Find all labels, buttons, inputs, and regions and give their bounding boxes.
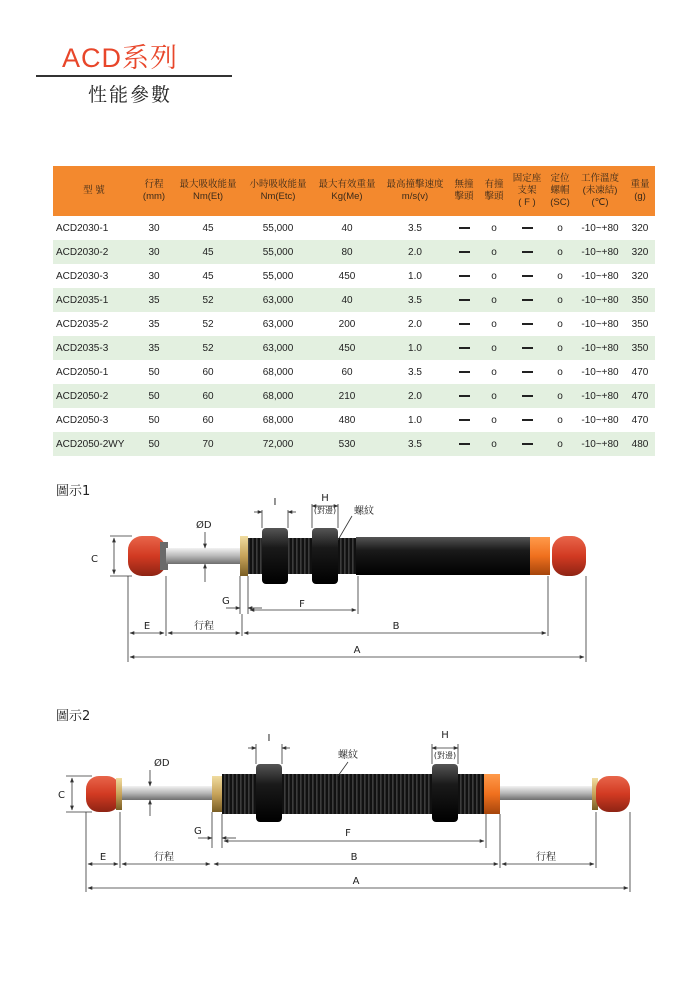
dim-thread-label: 螺紋 [354, 506, 374, 517]
table-cell: 350 [631, 342, 649, 354]
table-header-cell: 型 號 [83, 185, 105, 196]
table-cell: 2.0 [408, 318, 422, 330]
dim-h-label: H [321, 493, 329, 504]
figure1-dimensions [110, 504, 586, 662]
dash-mark [459, 299, 470, 301]
dash-mark [522, 323, 533, 325]
dash-mark [459, 251, 470, 253]
table-cell: 55,000 [262, 222, 294, 234]
lock-nut [262, 528, 288, 584]
table-cell: 210 [338, 390, 356, 402]
table-cell: -10~+80 [581, 270, 619, 282]
table-cell [449, 336, 479, 360]
dash-mark [522, 275, 533, 277]
lock-nut [312, 528, 338, 584]
table-cell: 200 [338, 318, 356, 330]
table-cell: 30 [148, 270, 160, 282]
dash-mark [459, 371, 470, 373]
table-cell: o [557, 318, 563, 330]
dim-d-label: ØD [196, 520, 212, 531]
table-row [53, 216, 655, 240]
dash-mark [459, 323, 470, 325]
table-row [53, 288, 655, 312]
table-cell: 530 [338, 438, 356, 450]
table-cell: o [491, 366, 497, 378]
table-cell [509, 408, 545, 432]
table-header-cell: 最高撞擊速度 m/s(v) [386, 179, 444, 202]
table-cell: 50 [148, 438, 160, 450]
lock-nut [256, 764, 282, 822]
model-cell: ACD2035-2 [56, 318, 109, 330]
table-cell: 320 [631, 222, 649, 234]
table-cell [509, 312, 545, 336]
table-cell: 63,000 [262, 294, 294, 306]
table-cell: o [557, 294, 563, 306]
table-cell [449, 288, 479, 312]
table-cell [509, 432, 545, 456]
dash-mark [459, 443, 470, 445]
table-cell: -10~+80 [581, 342, 619, 354]
table-row [53, 264, 655, 288]
table-cell: o [557, 342, 563, 354]
table-cell: -10~+80 [581, 438, 619, 450]
model-cell: ACD2030-1 [56, 222, 109, 234]
dash-mark [459, 347, 470, 349]
table-cell: 3.5 [408, 366, 422, 378]
dim-c-label: C [58, 790, 65, 801]
dim-c-label: C [91, 554, 98, 565]
table-cell: 52 [202, 318, 214, 330]
table-cell: 52 [202, 342, 214, 354]
table-cell: -10~+80 [581, 222, 619, 234]
table-cell: 60 [341, 366, 353, 378]
outer-body [356, 537, 530, 575]
table-cell: -10~+80 [581, 294, 619, 306]
table-cell: 45 [202, 246, 214, 258]
dash-mark [522, 299, 533, 301]
model-cell: ACD2030-3 [56, 270, 109, 282]
table-cell: 30 [148, 222, 160, 234]
table-cell: o [557, 438, 563, 450]
dim-stroke-left-label: 行程 [154, 852, 174, 863]
table-cell [509, 384, 545, 408]
table-cell: 470 [631, 390, 649, 402]
shock-absorber-1 [128, 528, 586, 584]
dash-mark [522, 251, 533, 253]
dim-b-label: B [350, 852, 358, 863]
table-cell: o [557, 270, 563, 282]
table-row [53, 336, 655, 360]
table-cell: 50 [148, 414, 160, 426]
table-cell [449, 432, 479, 456]
model-cell: ACD2050-3 [56, 414, 109, 426]
table-cell: -10~+80 [581, 366, 619, 378]
table-cell: 320 [631, 270, 649, 282]
page-subtitle: 性能參數 [88, 84, 173, 106]
dash-mark [522, 395, 533, 397]
table-cell [509, 288, 545, 312]
table-cell: 350 [631, 318, 649, 330]
table-cell: 60 [202, 414, 214, 426]
table-header-cell: 最大吸收能量 Nm(Et) [179, 179, 237, 202]
table-row [53, 408, 655, 432]
dash-mark [459, 419, 470, 421]
rod-seal [240, 536, 248, 576]
table-header-cell: 工作溫度 (未凍結) (℃) [580, 173, 619, 208]
lock-nut [432, 764, 458, 822]
table-header-cell: 無撞 擊頭 [454, 179, 474, 202]
dim-d-label: ØD [154, 758, 170, 769]
model-cell: ACD2050-1 [56, 366, 109, 378]
table-cell: o [491, 246, 497, 258]
table-cell: o [557, 414, 563, 426]
table-body [53, 216, 655, 456]
dim-b-label: B [392, 621, 400, 632]
table-header-row [53, 166, 655, 216]
table-cell: 68,000 [262, 390, 294, 402]
table-cell: 50 [148, 390, 160, 402]
dim-i-label: I [273, 497, 277, 508]
dim-i-label: I [267, 733, 271, 744]
dim-h-label: H [441, 730, 449, 741]
piston-rod [166, 548, 242, 564]
table-cell: 50 [148, 366, 160, 378]
bumper-cap-right [596, 776, 630, 812]
table-cell: 3.5 [408, 294, 422, 306]
table-cell: 63,000 [262, 318, 294, 330]
table-row [53, 384, 655, 408]
table-cell: 35 [148, 342, 160, 354]
table-header-cell: 固定座 支架 ( F ) [512, 173, 542, 208]
model-cell: ACD2050-2 [56, 390, 109, 402]
table-cell: 40 [341, 222, 353, 234]
rod-seal-left [212, 776, 222, 812]
dim-h-note: (對邊) [313, 506, 337, 515]
table-cell: 3.5 [408, 222, 422, 234]
table-header-cell: 重量 (g) [630, 179, 650, 202]
dash-mark [522, 371, 533, 373]
dash-mark [522, 443, 533, 445]
piston-rod-left [122, 786, 214, 800]
dim-f-label: F [299, 599, 305, 610]
dim-e-label: E [99, 852, 107, 863]
brand-band [484, 774, 500, 814]
series-title: ACD系列 [62, 43, 179, 73]
table-cell [449, 240, 479, 264]
table-cell [449, 408, 479, 432]
dash-mark [459, 227, 470, 229]
table-cell: 60 [202, 390, 214, 402]
table-cell: 480 [338, 414, 356, 426]
table-cell: 45 [202, 270, 214, 282]
table-cell [449, 360, 479, 384]
dim-g-label: G [194, 826, 202, 837]
dim-a-label: A [352, 876, 360, 887]
shock-absorber-2 [86, 764, 630, 822]
table-cell: o [557, 366, 563, 378]
dim-g-label: G [222, 596, 230, 607]
table-cell: 470 [631, 414, 649, 426]
dim-f-label: F [345, 828, 351, 839]
table-cell: 68,000 [262, 414, 294, 426]
figure2-dimensions [66, 744, 630, 892]
table-cell: 1.0 [408, 342, 422, 354]
title-divider [36, 75, 232, 77]
table-cell: -10~+80 [581, 318, 619, 330]
table-cell: o [491, 270, 497, 282]
table-cell: 72,000 [262, 438, 294, 450]
dash-mark [522, 419, 533, 421]
table-cell: 63,000 [262, 342, 294, 354]
figure2-drawing [0, 730, 700, 900]
table-cell: o [491, 318, 497, 330]
table-cell: o [491, 222, 497, 234]
table-cell: 70 [202, 438, 214, 450]
model-cell: ACD2030-2 [56, 246, 109, 258]
table-cell: -10~+80 [581, 390, 619, 402]
table-cell: 3.5 [408, 438, 422, 450]
table-row [53, 432, 655, 456]
table-cell [449, 312, 479, 336]
table-cell: o [557, 222, 563, 234]
dim-stroke-right-label: 行程 [536, 852, 556, 863]
table-cell: 470 [631, 366, 649, 378]
model-cell: ACD2050-2WY [56, 438, 125, 450]
table-cell: o [491, 294, 497, 306]
table-cell: o [491, 390, 497, 402]
figure2-label: 圖示2 [56, 709, 91, 724]
table-cell: 480 [631, 438, 649, 450]
figure1-drawing [0, 490, 700, 670]
table-cell [509, 336, 545, 360]
table-cell: 60 [202, 366, 214, 378]
table-cell [449, 384, 479, 408]
bumper-cap-left [86, 776, 120, 812]
table-cell [509, 240, 545, 264]
table-cell: o [557, 390, 563, 402]
table-cell [509, 360, 545, 384]
table-cell: o [491, 342, 497, 354]
table-cell: 2.0 [408, 390, 422, 402]
table-cell: 450 [338, 342, 356, 354]
table-cell [449, 216, 479, 240]
table-cell: 2.0 [408, 246, 422, 258]
dash-mark [459, 395, 470, 397]
table-cell: o [557, 246, 563, 258]
table-cell: o [491, 414, 497, 426]
dim-h-note: (對邊) [433, 751, 457, 760]
model-cell: ACD2035-3 [56, 342, 109, 354]
table-cell: 55,000 [262, 246, 294, 258]
spec-table [53, 166, 655, 456]
table-cell: 320 [631, 246, 649, 258]
table-cell: 68,000 [262, 366, 294, 378]
table-cell: 1.0 [408, 414, 422, 426]
table-cell: 1.0 [408, 270, 422, 282]
end-cap [552, 536, 586, 576]
figure1-label: 圖示1 [56, 484, 91, 499]
piston-rod-right [500, 786, 592, 800]
table-header-cell: 行程 (mm) [142, 179, 166, 202]
table-cell [509, 216, 545, 240]
dim-stroke-label: 行程 [194, 621, 214, 632]
table-cell: -10~+80 [581, 414, 619, 426]
table-cell: 45 [202, 222, 214, 234]
table-cell: 30 [148, 246, 160, 258]
table-cell: 350 [631, 294, 649, 306]
table-row [53, 312, 655, 336]
table-header-cell: 有撞 擊頭 [484, 179, 504, 202]
table-row [53, 240, 655, 264]
dim-a-label: A [353, 645, 361, 656]
table-row [53, 360, 655, 384]
model-cell: ACD2035-1 [56, 294, 109, 306]
table-cell: 40 [341, 294, 353, 306]
table-header-cell: 最大有效重量 Kg(Me) [318, 179, 376, 202]
table-cell: 450 [338, 270, 356, 282]
brand-band [530, 537, 550, 575]
table-cell: 80 [341, 246, 353, 258]
table-cell: 52 [202, 294, 214, 306]
table-cell: 55,000 [262, 270, 294, 282]
dim-e-label: E [143, 621, 151, 632]
table-cell: 35 [148, 294, 160, 306]
table-cell: -10~+80 [581, 246, 619, 258]
dim-thread-label: 螺紋 [338, 750, 358, 761]
dash-mark [522, 347, 533, 349]
dash-mark [522, 227, 533, 229]
table-cell: 35 [148, 318, 160, 330]
table-cell [449, 264, 479, 288]
table-header-cell: 定位 螺帽 (SC) [550, 173, 570, 208]
table-cell: o [491, 438, 497, 450]
table-header-cell: 小時吸收能量 Nm(Etc) [249, 179, 307, 202]
dash-mark [459, 275, 470, 277]
table-cell [509, 264, 545, 288]
